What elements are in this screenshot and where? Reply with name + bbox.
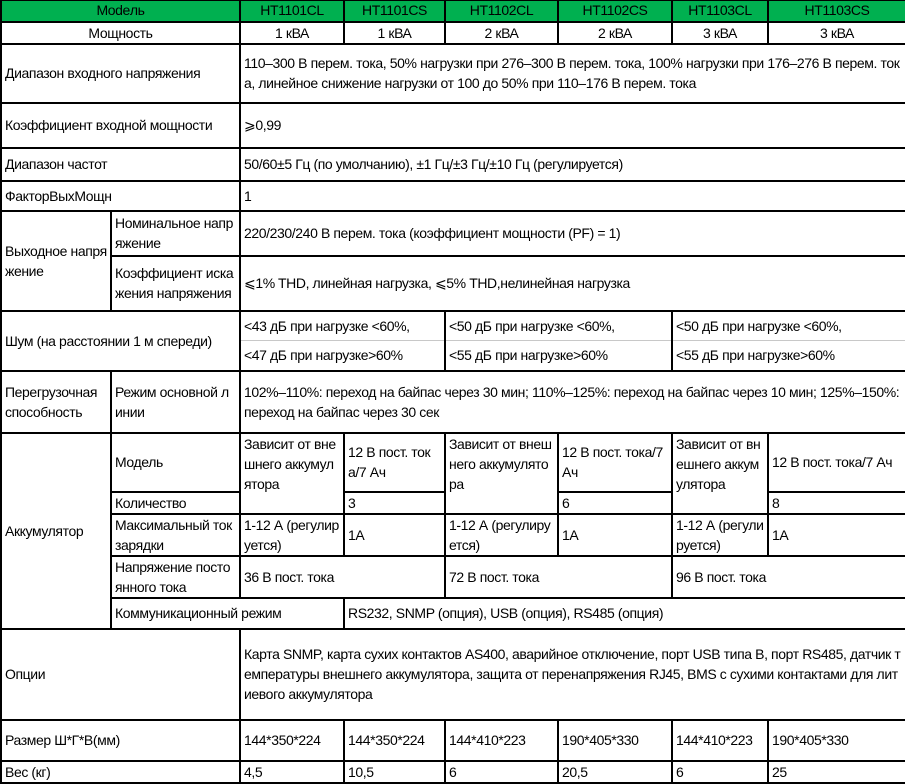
- nominal-value: 220/230/240 В перем. тока (коэффициент мощности (PF) = 1): [240, 211, 905, 256]
- thd-value: ⩽1% THD, линейная нагрузка, ⩽5% THD,нелинейная нагрузка: [240, 256, 905, 311]
- model-5: HT1103CL: [672, 1, 768, 22]
- noise-high: <47 дБ при нагрузке>60%: [240, 341, 445, 371]
- power-label: Мощность: [1, 22, 240, 44]
- overload-value: 102%–110%: переход на байпас через 30 мин; 110%–125%: переход на байпас через 10 мин; 125%–150%: переход на байпас через 30 сек: [240, 371, 905, 433]
- weight-row: [1, 761, 905, 783]
- comm-row: [1, 598, 905, 629]
- comm-value: RS232, SNMP (опция), USB (опция), RS485 (опция): [344, 598, 905, 629]
- battery-qty: 8: [768, 492, 905, 514]
- battery-charge-int: 1A: [558, 514, 672, 556]
- model-2: HT1101CS: [344, 1, 445, 22]
- noise-low: <43 дБ при нагрузке <60%,: [240, 311, 445, 341]
- freq-label: Диапазон частот: [1, 148, 240, 181]
- battery-external: Зависит от внешнего аккумулятора: [672, 433, 768, 514]
- power-value: 3 кВА: [768, 22, 905, 44]
- input-pf-value: ⩾0,99: [240, 103, 905, 148]
- input-pf-label: Коэффициент входной мощности: [1, 103, 240, 148]
- battery-charge-row: [1, 514, 905, 556]
- noise-low: <50 дБ при нагрузке <60%,: [445, 311, 672, 341]
- battery-dc-label: Напряжение постоянного тока: [111, 556, 240, 598]
- size-label: Размер Ш*Г*В(мм): [1, 720, 240, 761]
- noise-label: Шум (на расстоянии 1 м спереди): [1, 311, 240, 371]
- input-range-row: [1, 44, 905, 103]
- noise-high: <55 дБ при нагрузке>60%: [672, 341, 905, 371]
- power-value: 2 кВА: [445, 22, 558, 44]
- out-pf-label: ФакторВыхМощн: [1, 181, 240, 211]
- battery-charge-int: 1A: [768, 514, 905, 556]
- battery-external: Зависит от внешнего аккумулятора: [445, 433, 558, 514]
- overload-label: Перегрузочная способность: [1, 371, 111, 433]
- noise-row-low: [1, 311, 905, 341]
- size-value: 144*410*223: [672, 720, 768, 761]
- battery-label: Аккумулятор: [1, 433, 111, 629]
- output-thd-row: [1, 256, 905, 311]
- power-value: 3 кВА: [672, 22, 768, 44]
- battery-internal: 12 В пост. тока/7 Ач: [558, 433, 672, 492]
- options-value: Карта SNMP, карта сухих контактов AS400, аварийное отключение, порт USB типа B, порт RS485, датчик температуры внешнего аккумулятора, защита от перенапряжения RJ45, BMS с сухими контактами для литиевого аккумулятора: [240, 629, 905, 720]
- battery-qty: 3: [344, 492, 445, 514]
- out-pf-row: [1, 181, 905, 211]
- power-row: [1, 22, 905, 44]
- input-range-value: 110–300 В перем. тока, 50% нагрузки при 276–300 В перем. тока, 100% нагрузки при 176–276 В перем. тока, линейное снижение нагрузки от 100 до 50% при 110–176 В перем. тока: [240, 44, 905, 103]
- power-value: 1 кВА: [344, 22, 445, 44]
- input-range-label: Диапазон входного напряжения: [1, 44, 240, 103]
- battery-dc: 36 В пост. тока: [240, 556, 445, 598]
- weight-value: 6: [672, 761, 768, 783]
- battery-internal: 12 В пост. тока/7 Ач: [344, 433, 445, 492]
- noise-high: <55 дБ при нагрузке>60%: [445, 341, 672, 371]
- model-6: HT1103CS: [768, 1, 905, 22]
- battery-model-row: [1, 433, 905, 492]
- battery-charge-int: 1A: [344, 514, 445, 556]
- battery-dc-row: [1, 556, 905, 598]
- nominal-label: Номинальное напряжение: [111, 211, 240, 256]
- battery-charge-ext: 1-12 А (регулируется): [240, 514, 344, 556]
- battery-internal: 12 В пост. тока/7 Ач: [768, 433, 905, 492]
- freq-value: 50/60±5 Гц (по умолчанию), ±1 Гц/±3 Гц/±10 Гц (регулируется): [240, 148, 905, 181]
- weight-label: Вес (кг): [1, 761, 240, 783]
- battery-dc: 96 В пост. тока: [672, 556, 905, 598]
- model-4: HT1102CS: [558, 1, 672, 22]
- freq-row: [1, 148, 905, 181]
- size-value: 144*350*224: [240, 720, 344, 761]
- battery-qty-label: Количество: [111, 492, 240, 514]
- weight-value: 20,5: [558, 761, 672, 783]
- size-row: [1, 720, 905, 761]
- weight-value: 6: [445, 761, 558, 783]
- weight-value: 10,5: [344, 761, 445, 783]
- overload-row: [1, 371, 905, 433]
- output-label: Выходное напряжение: [1, 211, 111, 311]
- output-nominal-row: [1, 211, 905, 256]
- size-value: 144*350*224: [344, 720, 445, 761]
- battery-charge-ext: 1-12 А (регулируется): [445, 514, 558, 556]
- thd-label: Коэффициент искажения напряжения: [111, 256, 240, 311]
- comm-label: Коммуникационный режим: [111, 598, 344, 629]
- battery-qty: 6: [558, 492, 672, 514]
- battery-dc: 72 В пост. тока: [445, 556, 672, 598]
- model-header: Modeль: [1, 1, 240, 22]
- header-row: [1, 1, 905, 22]
- noise-low: <50 дБ при нагрузке <60%,: [672, 311, 905, 341]
- options-label: Опции: [1, 629, 240, 720]
- out-pf-value: 1: [240, 181, 905, 211]
- weight-value: 4,5: [240, 761, 344, 783]
- power-value: 1 кВА: [240, 22, 344, 44]
- weight-value: 25: [768, 761, 905, 783]
- model-1: HT1101CL: [240, 1, 344, 22]
- model-3: HT1102CL: [445, 1, 558, 22]
- size-value: 190*405*330: [558, 720, 672, 761]
- battery-model-label: Модель: [111, 433, 240, 492]
- size-value: 144*410*223: [445, 720, 558, 761]
- battery-external: Зависит от внешнего аккумулятора: [240, 433, 344, 514]
- input-pf-row: [1, 103, 905, 148]
- options-row: [1, 629, 905, 720]
- size-value: 190*405*330: [768, 720, 905, 761]
- overload-sub-label: Режим основной линии: [111, 371, 240, 433]
- battery-charge-label: Максимальный ток зарядки: [111, 514, 240, 556]
- power-value: 2 кВА: [558, 22, 672, 44]
- battery-charge-ext: 1-12 А (регулируется): [672, 514, 768, 556]
